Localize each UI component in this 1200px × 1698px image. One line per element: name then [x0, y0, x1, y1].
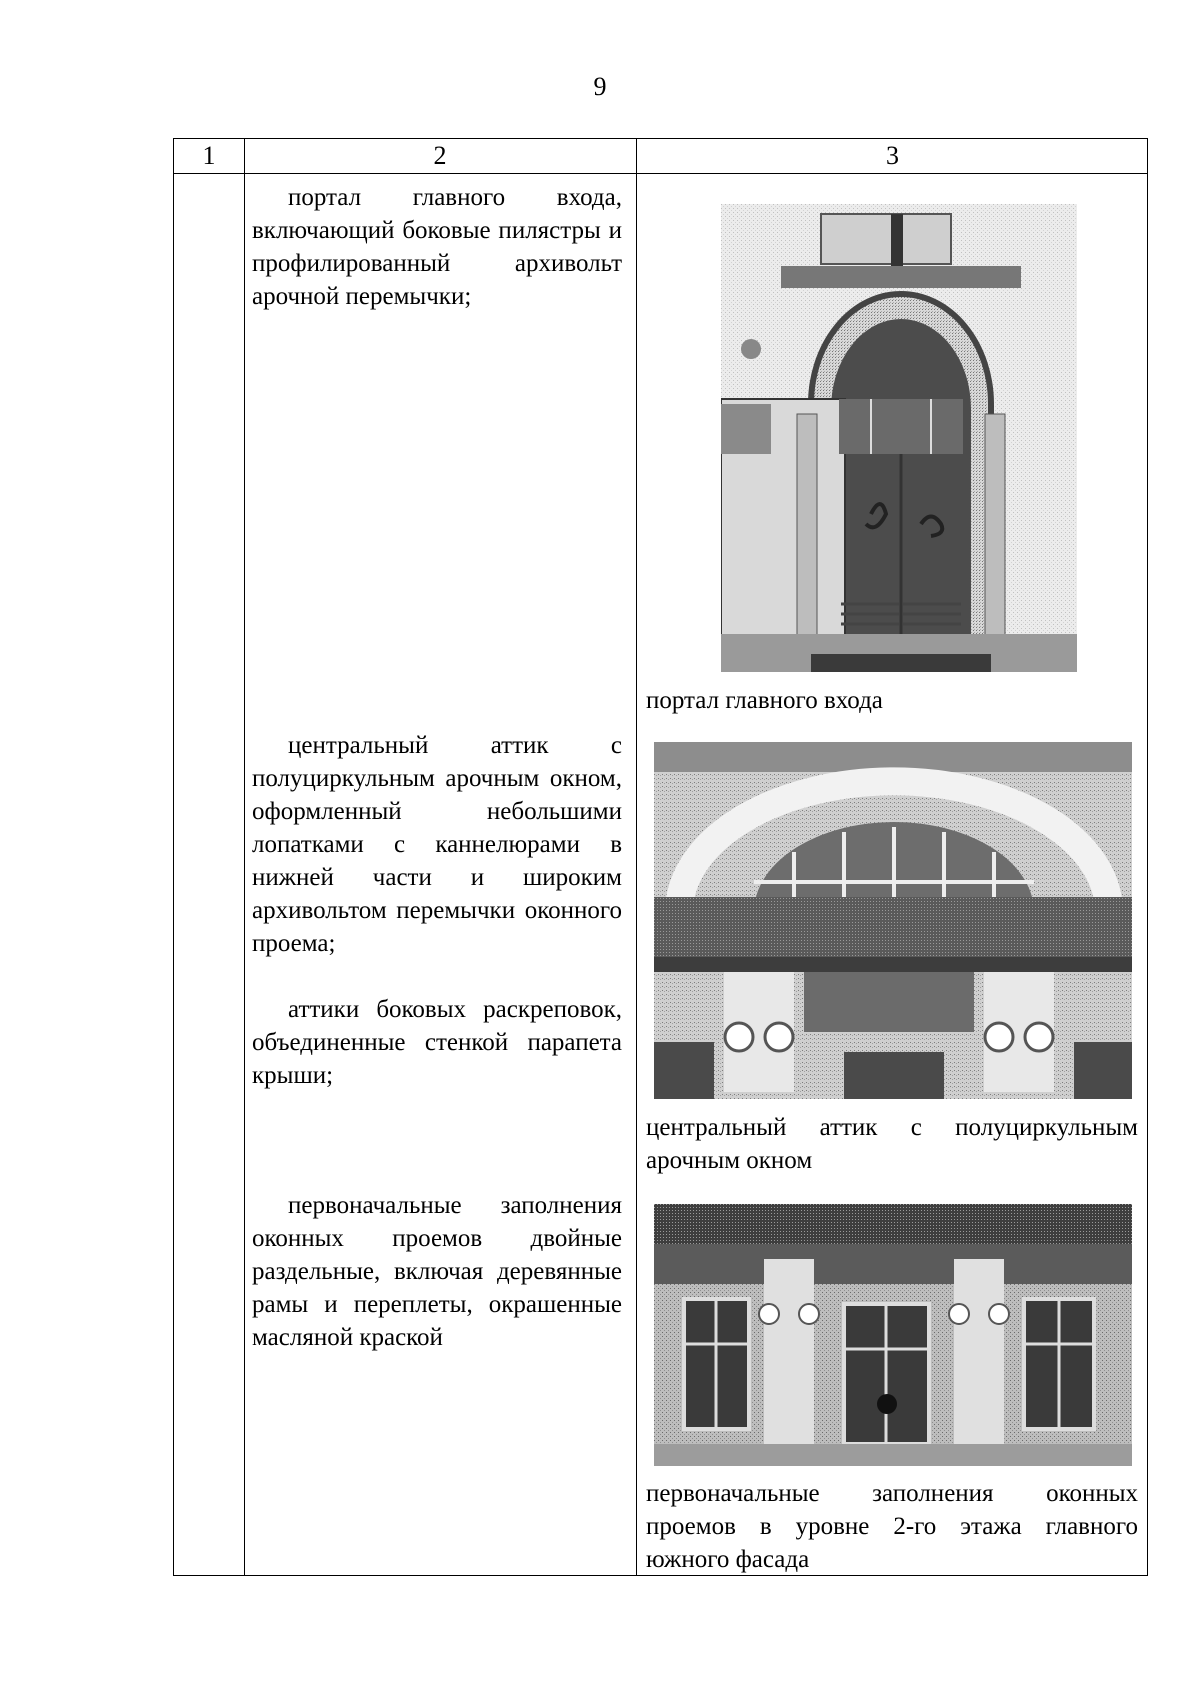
header-divider — [174, 173, 1147, 174]
row-2-description-text-2: аттики боковых раскреповок, объединенные стенкой парапета крыши; — [252, 996, 622, 1089]
row-1-caption: портал главного входа — [646, 687, 883, 714]
row-3-description — [252, 1189, 622, 1354]
row-3-caption: первоначальные заполнения оконных проемов в уровне 2-го этажа главного южного фасада — [646, 1480, 1138, 1573]
page-number: 9 — [593, 72, 607, 101]
row-1-description-text: портал главного входа, включающий боковые пилястры и профилированный архивольт арочной перемычки; — [252, 184, 622, 310]
row-2-description-text: центральный аттик с полуциркульным арочным окном, оформленный небольшими лопатками с каннелюрами в нижней части и широким архивольтом перемычки оконного проема; — [252, 732, 622, 957]
row-2-description — [252, 729, 622, 1092]
header-col-3: 3 — [886, 141, 899, 170]
central-attic-photo — [654, 742, 1132, 1099]
heritage-elements-table — [173, 138, 1148, 1576]
row-2-caption: центральный аттик с полуциркульным арочным окном — [646, 1114, 1138, 1174]
portal-main-entrance-photo — [721, 204, 1077, 672]
row-3-description-text: первоначальные заполнения оконных проемов двойные раздельные, включая деревянные рамы и переплеты, окрашенные масляной краской — [252, 1192, 622, 1351]
header-col-1: 1 — [202, 141, 216, 170]
window-fillings-photo — [654, 1204, 1132, 1466]
column-divider — [636, 139, 637, 1575]
column-divider — [244, 139, 245, 1575]
header-col-2: 2 — [433, 141, 447, 170]
row-1-description — [252, 181, 622, 313]
